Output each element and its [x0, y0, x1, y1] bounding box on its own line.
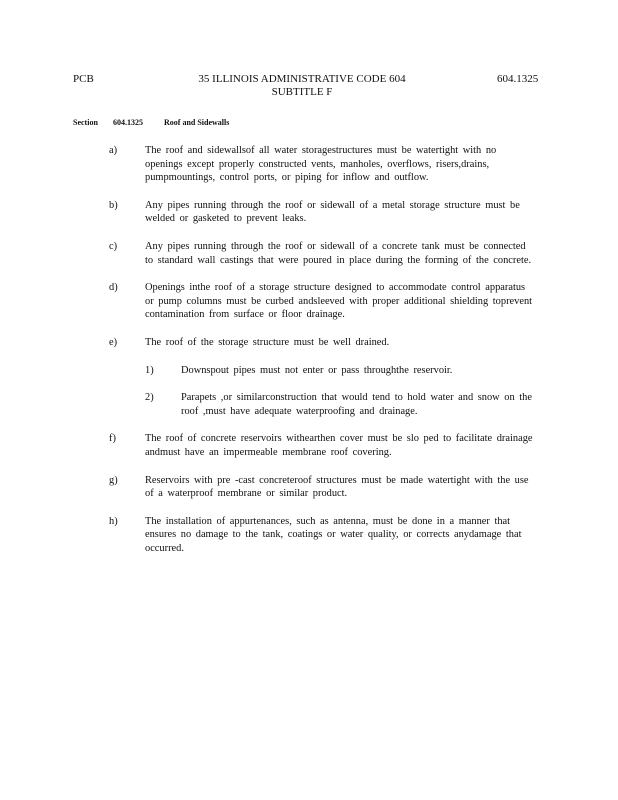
section-title: Roof and Sidewalls [164, 118, 230, 127]
header-subtitle-line: SUBTITLE F [271, 86, 333, 98]
subsection-label: d) [109, 282, 118, 294]
subsection-a [109, 144, 537, 185]
subsection-e [109, 336, 537, 418]
subsection-b [109, 199, 537, 226]
subsection-e-items [145, 364, 537, 419]
subsection-label: h) [109, 515, 118, 527]
subsection-label: e) [109, 336, 118, 348]
subitem-label: 2) [145, 392, 154, 404]
header-code-line: 35 ILLINOIS ADMINISTRATIVE CODE 604 [198, 73, 406, 85]
subsection-text: Openings inthe roof of a storage structure designed to accommodate control apparatus or pump columns must be curbed andsleeved with proper additional shielding toprevent contamination from surface or floor drainage. [145, 282, 533, 321]
subsection-g [109, 474, 537, 501]
subsection-text: Reservoirs with pre -cast concreteroof structures must be made watertight with the use of a waterproof membrane or similar product. [145, 474, 529, 500]
subsection-f [109, 432, 537, 459]
section-word: Section [73, 118, 98, 127]
subsection-text: The roof of the storage structure must be well drained. [145, 336, 390, 348]
subsection-label: g) [109, 474, 118, 486]
subsection-label: c) [109, 240, 118, 252]
subsection-text: Any pipes running through the roof or sidewall of a metal storage structure must be welded or gasketed to prevent leaks. [145, 199, 520, 225]
subsection-label: f) [109, 433, 116, 445]
header-code-title [150, 73, 454, 99]
subsection-label: a) [109, 145, 118, 156]
subsection-list [109, 144, 537, 569]
subsection-text: The roof and sidewallsof all water storagestructures must be watertight with no openings except properly constructed vents, manholes, overflows, risers,drains, pumpmountings, control ports, or piping for inflow and outflow. [145, 145, 497, 184]
header-section-number: 604.1325 [497, 73, 539, 85]
subitem-label: 1) [145, 364, 154, 376]
subsection-label: b) [109, 199, 118, 211]
subsection-text: The installation of appurtenances, such as antenna, must be done in a manner that ensures no damage to the tank, coatings or water quality, or corrects anydamage that occurred. [145, 515, 522, 554]
subsection-e-item-2 [145, 391, 537, 418]
header-agency: PCB [73, 73, 94, 85]
subsection-e-item-1 [145, 364, 537, 378]
subitem-text: Downspout pipes must not enter or pass throughthe reservoir. [181, 364, 453, 376]
subsection-c [109, 240, 537, 267]
subsection-d [109, 281, 537, 322]
subsection-text: Any pipes running through the roof or sidewall of a concrete tank must be connected to standard wall castings that were poured in place during the forming of the concrete. [145, 240, 532, 266]
subsection-h [109, 515, 537, 556]
section-number: 604.1325 [113, 118, 143, 127]
subitem-text: Parapets ,or similarconstruction that would tend to hold water and snow on the roof ,must have adequate waterproofing and drainage. [181, 392, 532, 417]
subsection-text: The roof of concrete reservoirs withearthen cover must be slo ped to facilitate drainage andmust have an impermeable membrane roof covering. [145, 433, 533, 458]
section-heading [73, 118, 229, 127]
